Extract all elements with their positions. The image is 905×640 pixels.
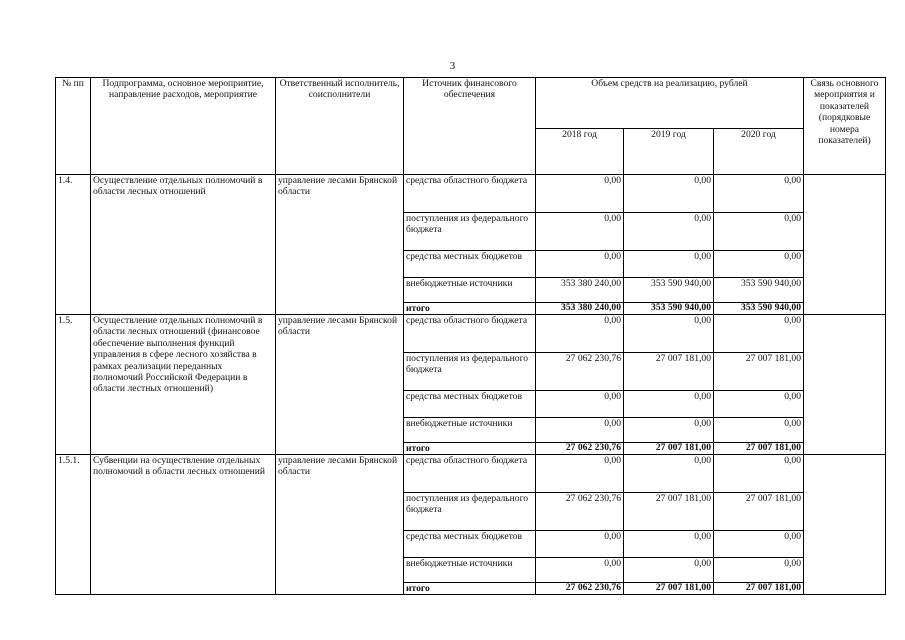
value-2018: 27 062 230,76 xyxy=(536,353,624,391)
value-2020: 0,00 xyxy=(714,558,804,583)
funding-source: средства местных бюджетов xyxy=(404,391,536,418)
value-2018: 0,00 xyxy=(536,418,624,443)
indicator-link xyxy=(804,315,886,455)
value-2018: 353 380 240,00 xyxy=(536,278,624,303)
table-row xyxy=(56,455,886,493)
funding-source: итого xyxy=(404,583,536,595)
value-2019: 353 590 940,00 xyxy=(624,303,714,315)
value-2019: 27 007 181,00 xyxy=(624,353,714,391)
value-2019: 0,00 xyxy=(624,213,714,251)
header-volume: Объем средств на реализацию, рублей xyxy=(536,78,804,129)
table-body xyxy=(56,175,886,595)
value-2020: 0,00 xyxy=(714,251,804,278)
value-2019: 0,00 xyxy=(624,251,714,278)
value-2019: 0,00 xyxy=(624,315,714,353)
funding-source: средства областного бюджета xyxy=(404,175,536,213)
section-number: 1.5. xyxy=(56,315,91,455)
value-2018: 0,00 xyxy=(536,175,624,213)
header-year-2018: 2018 год xyxy=(536,129,624,175)
section-program: Осуществление отдельных полномочий в области лесных отношений xyxy=(91,175,276,315)
funding-source: поступления из федерального бюджета xyxy=(404,493,536,531)
indicator-link xyxy=(804,175,886,315)
value-2018: 0,00 xyxy=(536,531,624,558)
funding-source: итого xyxy=(404,303,536,315)
page-number: 3 xyxy=(449,60,456,72)
section-executor: управление лесами Брянской области xyxy=(276,455,404,595)
value-2019: 0,00 xyxy=(624,558,714,583)
funding-source: поступления из федерального бюджета xyxy=(404,213,536,251)
value-2019: 27 007 181,00 xyxy=(624,493,714,531)
value-2020: 0,00 xyxy=(714,175,804,213)
funding-source: внебюджетные источники xyxy=(404,278,536,303)
header-source: Источник финансового обеспечения xyxy=(404,78,536,175)
value-2018: 0,00 xyxy=(536,558,624,583)
header-row xyxy=(56,78,886,129)
value-2018: 0,00 xyxy=(536,315,624,353)
value-2020: 27 007 181,00 xyxy=(714,443,804,455)
value-2020: 0,00 xyxy=(714,418,804,443)
value-2020: 0,00 xyxy=(714,213,804,251)
value-2018: 353 380 240,00 xyxy=(536,303,624,315)
funding-source: средства местных бюджетов xyxy=(404,531,536,558)
section-program: Осуществление отдельных полномочий в области лесных отношений (финансовое обеспечение выполнения функций управления в сфере лесного хозяйства в рамках реализации переданных полномочий Российской Федерации в области лестных отношений) xyxy=(91,315,276,455)
value-2018: 27 062 230,76 xyxy=(536,583,624,595)
funding-source: поступления из федерального бюджета xyxy=(404,353,536,391)
value-2020: 27 007 181,00 xyxy=(714,493,804,531)
value-2019: 0,00 xyxy=(624,391,714,418)
header-executor: Ответственный исполнитель, соисполнители xyxy=(276,78,404,175)
value-2020: 353 590 940,00 xyxy=(714,303,804,315)
header-program: Подпрограмма, основное мероприятие, направление расходов, мероприятие xyxy=(91,78,276,175)
section-program: Субвенции на осуществление отдельных полномочий в области лесных отношений xyxy=(91,455,276,595)
funding-source: средства местных бюджетов xyxy=(404,251,536,278)
value-2020: 0,00 xyxy=(714,531,804,558)
header-year-2019: 2019 год xyxy=(624,129,714,175)
header-link: Связь основного мероприятия и показателей (порядковые номера показателей) xyxy=(804,78,886,175)
value-2019: 27 007 181,00 xyxy=(624,443,714,455)
value-2018: 0,00 xyxy=(536,251,624,278)
value-2019: 0,00 xyxy=(624,175,714,213)
value-2019: 353 590 940,00 xyxy=(624,278,714,303)
value-2020: 353 590 940,00 xyxy=(714,278,804,303)
budget-table xyxy=(55,77,886,595)
value-2019: 27 007 181,00 xyxy=(624,583,714,595)
value-2019: 0,00 xyxy=(624,455,714,493)
header-num: № пп xyxy=(56,78,91,175)
value-2018: 0,00 xyxy=(536,213,624,251)
section-number: 1.5.1. xyxy=(56,455,91,595)
section-executor: управление лесами Брянской области xyxy=(276,175,404,315)
value-2020: 0,00 xyxy=(714,455,804,493)
funding-source: итого xyxy=(404,443,536,455)
funding-source: средства областного бюджета xyxy=(404,455,536,493)
section-number: 1.4. xyxy=(56,175,91,315)
funding-source: внебюджетные источники xyxy=(404,418,536,443)
value-2019: 0,00 xyxy=(624,531,714,558)
table-row xyxy=(56,175,886,213)
header-year-2020: 2020 год xyxy=(714,129,804,175)
funding-source: средства областного бюджета xyxy=(404,315,536,353)
section-executor: управление лесами Брянской области xyxy=(276,315,404,455)
value-2020: 27 007 181,00 xyxy=(714,353,804,391)
value-2018: 27 062 230,76 xyxy=(536,493,624,531)
funding-source: внебюджетные источники xyxy=(404,558,536,583)
value-2018: 27 062 230,76 xyxy=(536,443,624,455)
indicator-link xyxy=(804,455,886,595)
value-2020: 27 007 181,00 xyxy=(714,583,804,595)
value-2018: 0,00 xyxy=(536,455,624,493)
value-2018: 0,00 xyxy=(536,391,624,418)
table-row xyxy=(56,315,886,353)
value-2019: 0,00 xyxy=(624,418,714,443)
value-2020: 0,00 xyxy=(714,391,804,418)
value-2020: 0,00 xyxy=(714,315,804,353)
